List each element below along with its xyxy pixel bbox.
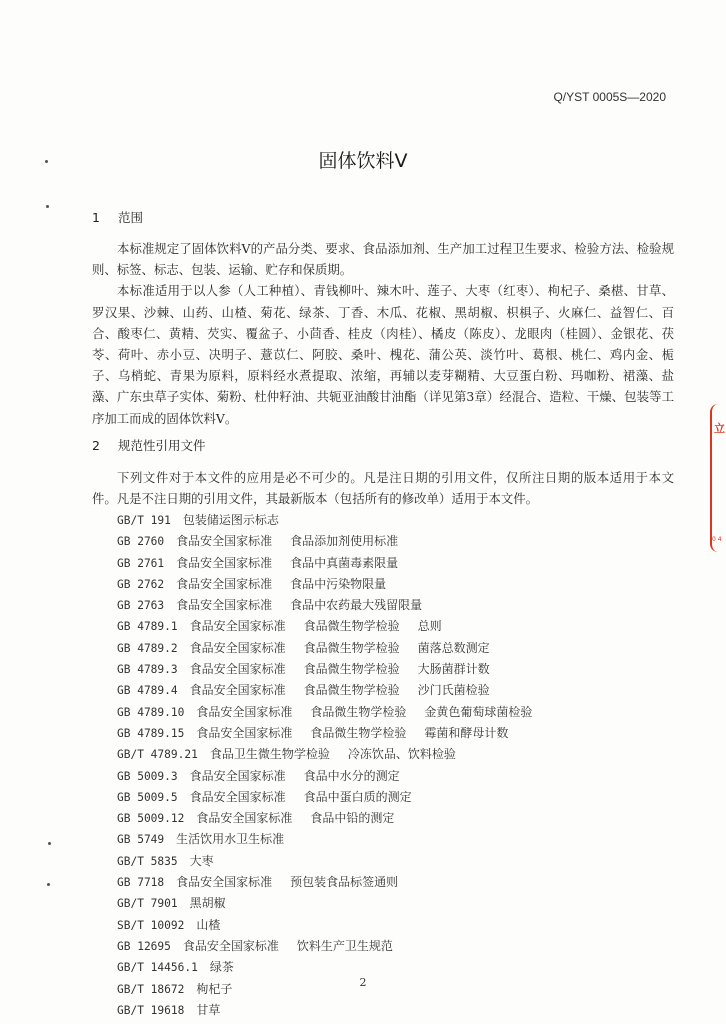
reference-title-part: 大枣 [189,853,214,868]
reference-item [117,574,550,595]
section-number: 1 [92,210,100,225]
reference-code: GB 2763 [117,599,165,613]
reference-title-part: 金黄色葡萄球菌检验 [424,704,533,719]
reference-code: GB 4789.10 [117,705,185,719]
reference-title-part: 包装储运图示标志 [182,513,279,527]
reference-title-part: 菌落总数测定 [417,640,490,655]
reference-title-part: 食品中农药最大残留限量 [290,598,423,613]
reference-title-part: 食品微生物学检验 [310,704,407,719]
reference-title-part: 食品安全国家标准 [196,725,293,740]
reference-title-part: 食品添加剂使用标准 [290,534,399,549]
reference-code: GB 4789.15 [117,726,185,740]
reference-item [117,872,550,893]
seal-stamp-edge: 立 0 4 [710,404,726,552]
reference-item [117,659,550,680]
reference-title-part: 食品中真菌毒素限量 [290,555,399,570]
reference-title-part: 总则 [417,619,442,634]
reference-title-part: 食品中水分的测定 [303,768,400,783]
reference-title-part: 黑胡椒 [189,896,226,911]
reference-title-part: 山楂 [196,917,221,932]
reference-code: GB 2761 [117,556,165,570]
reference-title-part: 食品安全国家标准 [189,683,286,698]
reference-item [117,744,550,765]
reference-title-part: 食品中蛋白质的测定 [303,789,412,804]
reference-item [117,893,550,914]
paragraph: 本标准适用于以人参（人工种植）、青钱柳叶、辣木叶、莲子、大枣（红枣）、枸杞子、桑椹、甘草、罗汉果、沙棘、山药、山楂、菊花、绿茶、丁香、木瓜、花椒、黑胡椒、枳椇子、火麻仁、益智仁、百合、酸枣仁、黄精、芡实、覆盆子、小茴香、桂皮（肉桂）、橘皮（陈皮）、龙眼肉（桂圆）、金银花、茯苓、荷叶、赤小豆、决明子、薏苡仁、阿胶、桑叶、槐花、蒲公英、淡竹叶、葛根、桃仁、鸡内金、栀子、乌梢蛇、青果为原料，原料经水煮提取、浓缩，再辅以麦芽糊精、大豆蛋白粉、玛咖粉、裙藻、盐藻、广东虫草子实体、菊粉、杜仲籽油、共轭亚油酸甘油酯（详见第3章）经混合、造粒、干燥、包装等工序加工而成的固体饮料Ⅴ。 [92,283,674,426]
reference-code: GB/T 4789.21 [117,748,198,762]
reference-title-part: 食品安全国家标准 [189,789,286,804]
reference-item [117,702,550,723]
section-title: 范围 [117,210,143,225]
reference-title-part: 枸杞子 [196,981,233,996]
scan-speck [47,883,50,886]
reference-title-part: 食品安全国家标准 [176,555,273,570]
page-number: 2 [359,976,367,989]
reference-title-part: 食品安全国家标准 [189,768,286,783]
page-title: 固体饮料Ⅴ [318,150,408,172]
reference-code: GB/T 5835 [117,854,178,868]
reference-title-part: 甘草 [196,1002,221,1017]
reference-title-part: 沙门氏菌检验 [417,683,490,698]
reference-title-part: 食品安全国家标准 [196,704,293,719]
reference-title-part: 预包装食品标签通则 [290,875,399,890]
reference-title-part: 食品安全国家标准 [189,640,286,655]
reference-code: GB 4789.3 [117,663,178,677]
section-title: 规范性引用文件 [117,438,206,453]
reference-code: GB 7718 [117,876,165,890]
reference-item [117,638,550,659]
reference-title-part: 生活饮用水卫生标准 [176,832,285,847]
reference-code: GB/T 14456.1 [117,961,198,975]
reference-code: GB 2760 [117,535,165,549]
reference-code: GB 4789.4 [117,684,178,698]
reference-title-part: 食品安全国家标准 [176,576,273,591]
reference-title-part: 饮料生产卫生规范 [296,938,393,953]
reference-code: GB 5009.5 [117,790,178,804]
document-code: Q/YST 0005S—2020 [553,90,666,104]
reference-title-part: 绿茶 [209,960,234,975]
reference-code: GB 5749 [117,833,165,847]
reference-code: GB/T 19618 [117,1003,185,1017]
scan-speck [45,160,48,163]
reference-code: GB 5009.12 [117,812,185,826]
reference-item [117,766,550,787]
reference-title-part: 食品安全国家标准 [176,875,273,890]
reference-item [117,595,550,616]
section-heading-scope [92,208,143,226]
reference-item [117,616,550,637]
reference-code: GB 5009.3 [117,769,178,783]
reference-item [117,680,550,701]
reference-title-part: 食品微生物学检验 [303,683,400,698]
reference-title-part: 食品安全国家标准 [182,938,279,953]
reference-title-part: 冷冻饮品、饮料检验 [347,747,456,762]
reference-code: SB/T 10092 [117,918,185,932]
reference-item [117,829,550,850]
reference-item [117,851,550,872]
reference-title-part: 食品安全国家标准 [189,619,286,634]
section-body-normative-references [92,467,674,509]
reference-item [117,915,550,936]
reference-title-part: 食品安全国家标准 [189,662,286,677]
reference-code: GB/T 7901 [117,897,178,911]
reference-title-part: 食品安全国家标准 [196,811,293,826]
paragraph: 下列文件对于本文件的应用是必不可少的。凡是注日期的引用文件，仅所注日期的版本适用于本文件。凡是不注日期的引用文件，其最新版本（包括所有的修改单）适用于本文件。 [92,470,674,507]
reference-title-part: 食品微生物学检验 [303,640,400,655]
reference-item [117,787,550,808]
reference-code: GB/T 18672 [117,982,185,996]
reference-item [117,531,550,552]
reference-item [117,510,550,531]
reference-item [117,1000,550,1021]
reference-item [117,553,550,574]
reference-title-part: 食品微生物学检验 [303,662,400,677]
section-number: 2 [92,438,100,453]
reference-title-part: 霉菌和酵母计数 [424,725,509,740]
reference-title-part: 食品安全国家标准 [176,534,273,549]
reference-item [117,936,550,957]
reference-title-part: 食品中污染物限量 [290,576,387,591]
reference-title-part: 食品微生物学检验 [310,725,407,740]
scan-speck [46,205,49,208]
reference-title-part: 大肠菌群计数 [417,662,490,677]
reference-item [117,723,550,744]
reference-item [117,808,550,829]
reference-code: GB 4789.1 [117,620,178,634]
reference-title-part: 食品微生物学检验 [303,619,400,634]
paragraph: 本标准规定了固体饮料Ⅴ的产品分类、要求、食品添加剂、生产加工过程卫生要求、检验方法、检验规则、标签、标志、包装、运输、贮存和保质期。 [92,241,674,278]
section-body-scope [92,238,674,429]
reference-code: GB 4789.2 [117,641,178,655]
section-heading-normative-references [92,436,206,454]
reference-code: GB 12695 [117,939,171,953]
reference-title-part: 食品中铅的测定 [310,811,395,826]
scan-speck [48,842,51,845]
reference-title-part: 食品卫生微生物学检验 [209,747,330,762]
reference-list [117,510,550,1021]
reference-code: GB/T 191 [117,514,171,527]
reference-code: GB 2762 [117,577,165,591]
reference-title-part: 食品安全国家标准 [176,598,273,613]
